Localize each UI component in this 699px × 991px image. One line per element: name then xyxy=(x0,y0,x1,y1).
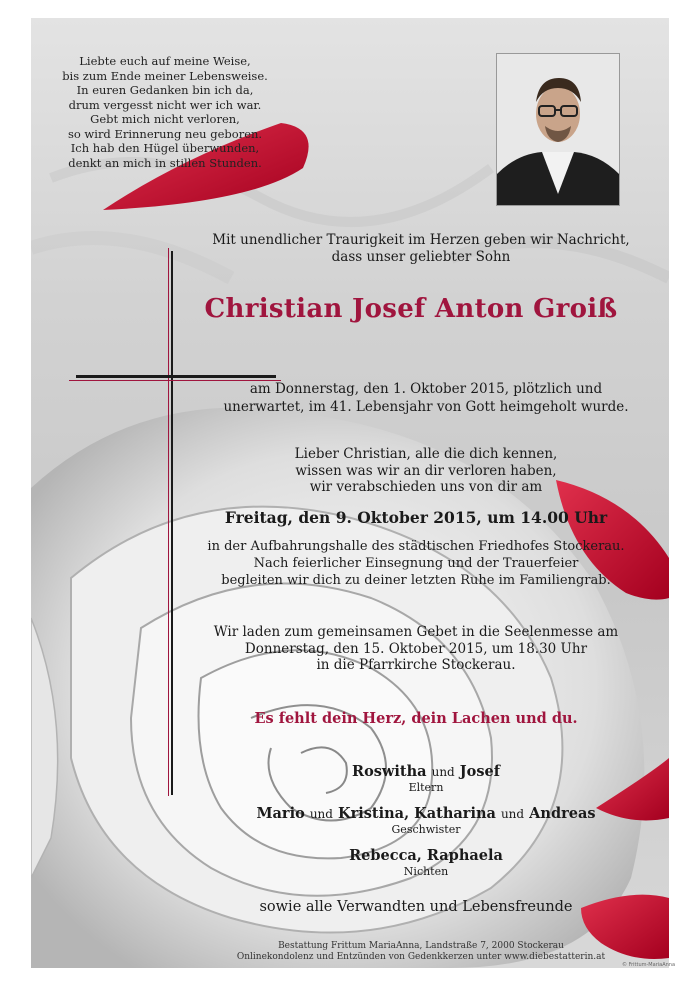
poem: Liebte euch auf meine Weise, bis zum Ende meiner Lebensweise. In euren Gedanken bin ich da, drum vergesst nicht wer ich war. Gebt mich nicht verloren, so wird Erinnerung neu geboren. Ich hab den Hügel überwunden, denkt an mich in stillen Stunden. xyxy=(62,54,268,170)
family-nieces: Rebecca, Raphaela Nichten xyxy=(201,847,651,878)
farewell-text: Lieber Christian, alle die dich kennen, wissen was wir an dir verloren haben, wir verabschieden uns von dir am xyxy=(294,446,558,495)
deceased-name: Christian Josef Anton Groiß xyxy=(204,294,618,324)
family-parents: Roswitha und Josef Eltern xyxy=(201,763,651,794)
relation-label: Nichten xyxy=(403,865,449,878)
funeral-place: in der Aufbahrungshalle des städtischen Friedhofes Stockerau. Nach feierlicher Einsegnung und der Trauerfeier begleiten wir dich zu deiner letzten Ruhe im Familiengrab. xyxy=(207,539,625,588)
quote: Es fehlt dein Herz, dein Lachen und du. xyxy=(254,710,578,727)
funeral-date: Freitag, den 9. Oktober 2015, um 14.00 Uhr xyxy=(224,508,608,527)
death-notice: am Donnerstag, den 1. Oktober 2015, plötzlich und unerwartet, im 41. Lebensjahr von Gott heimgeholt wurde. xyxy=(223,381,629,415)
funeral-home-footer: Bestattung Frittum MariaAnna, Landstraße 7, 2000 Stockerau Onlinekondolenz und Entzünden von Gedenkkerzen unter www.diebestatterin.at xyxy=(236,941,606,962)
family-siblings: Mario und Kristina, Katharina und Andreas Geschwister xyxy=(201,805,651,836)
copyright-credit: © Frittum-MariaAnna xyxy=(622,962,676,968)
obituary-card xyxy=(31,18,669,968)
portrait-image xyxy=(497,54,619,205)
other-mourners: sowie alle Verwandten und Lebensfreunde xyxy=(259,899,573,915)
relation-label: Geschwister xyxy=(391,823,461,836)
intro-text: Mit unendlicher Traurigkeit im Herzen geben wir Nachricht, dass unser geliebter Sohn xyxy=(212,232,630,265)
relation-label: Eltern xyxy=(408,781,444,794)
cross-vertical-accent xyxy=(168,248,169,796)
cross-vertical xyxy=(171,251,173,795)
cross-horizontal xyxy=(76,375,276,378)
memorial-mass: Wir laden zum gemeinsamen Gebet in die Seelenmesse am Donnerstag, den 15. Oktober 2015, um 18.30 Uhr in die Pfarrkirche Stockerau. xyxy=(213,624,619,673)
portrait-photo xyxy=(496,53,620,206)
